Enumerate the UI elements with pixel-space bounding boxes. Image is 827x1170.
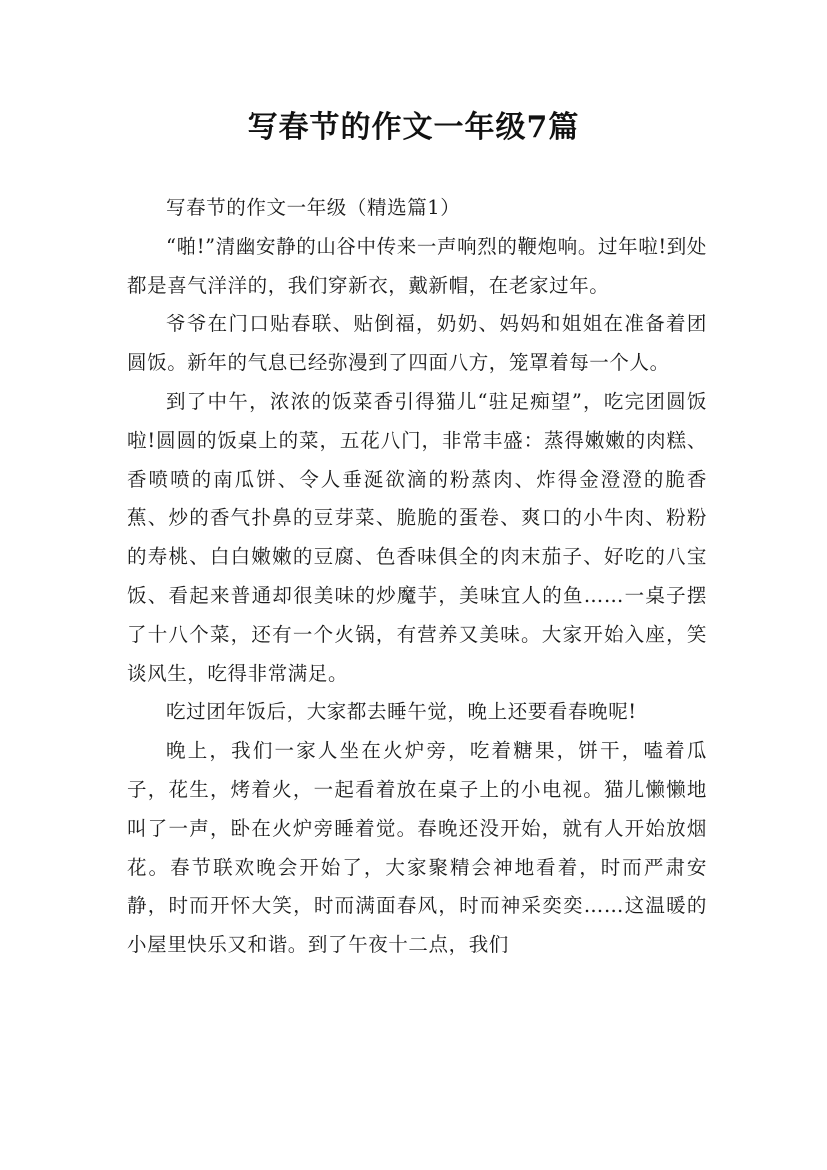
paragraph: “啪!”清幽安静的山谷中传来一声响烈的鞭炮响。过年啦!到处都是喜气洋洋的，我们穿新衣，戴新帽，在老家过年。 — [127, 234, 707, 297]
document-title: 写春节的作文一年级7篇 — [247, 110, 580, 145]
section-heading: 写春节的作文一年级（精选篇1） — [166, 196, 461, 219]
paragraph: 爷爷在门口贴春联、贴倒福，奶奶、妈妈和姐姐在准备着团圆饭。新年的气息已经弥漫到了四面八方，笼罩着每一个人。 — [127, 312, 707, 375]
paragraph: 吃过团年饭后，大家都去睡午觉，晚上还要看春晚呢! — [166, 700, 637, 724]
paragraph: 到了中午，浓浓的饭菜香引得猫儿“驻足痴望”，吃完团圆饭啦!圆圆的饭桌上的菜，五花八门，非常丰盛：蒸得嫩嫩的肉糕、香喷喷的南瓜饼、令人垂涎欲滴的粉蒸肉、炸得金澄澄的脆香蕉、炒的香气扑鼻的豆芽菜、脆脆的蛋卷、爽口的小牛肉、粉粉的寿桃、白白嫩嫩的豆腐、色香味俱全的肉末茄子、好吃的八宝饭、看起来普通却很美味的炒魔芋，美味宜人的鱼……一桌子摆了十八个菜，还有一个火锅，有营养又美味。大家开始入座，笑谈风生，吃得非常满足。 — [127, 389, 707, 685]
paragraph: 晚上，我们一家人坐在火炉旁，吃着糖果，饼干，嗑着瓜子，花生，烤着火，一起看着放在桌子上的小电视。猫儿懒懒地叫了一声，卧在火炉旁睡着觉。春晚还没开始，就有人开始放烟花。春节联欢晚会开始了，大家聚精会神地看着，时而严肃安静，时而开怀大笑，时而满面春风，时而神采奕奕……这温暖的小屋里快乐又和谐。到了午夜十二点，我们 — [127, 739, 707, 957]
document-body — [127, 189, 707, 965]
